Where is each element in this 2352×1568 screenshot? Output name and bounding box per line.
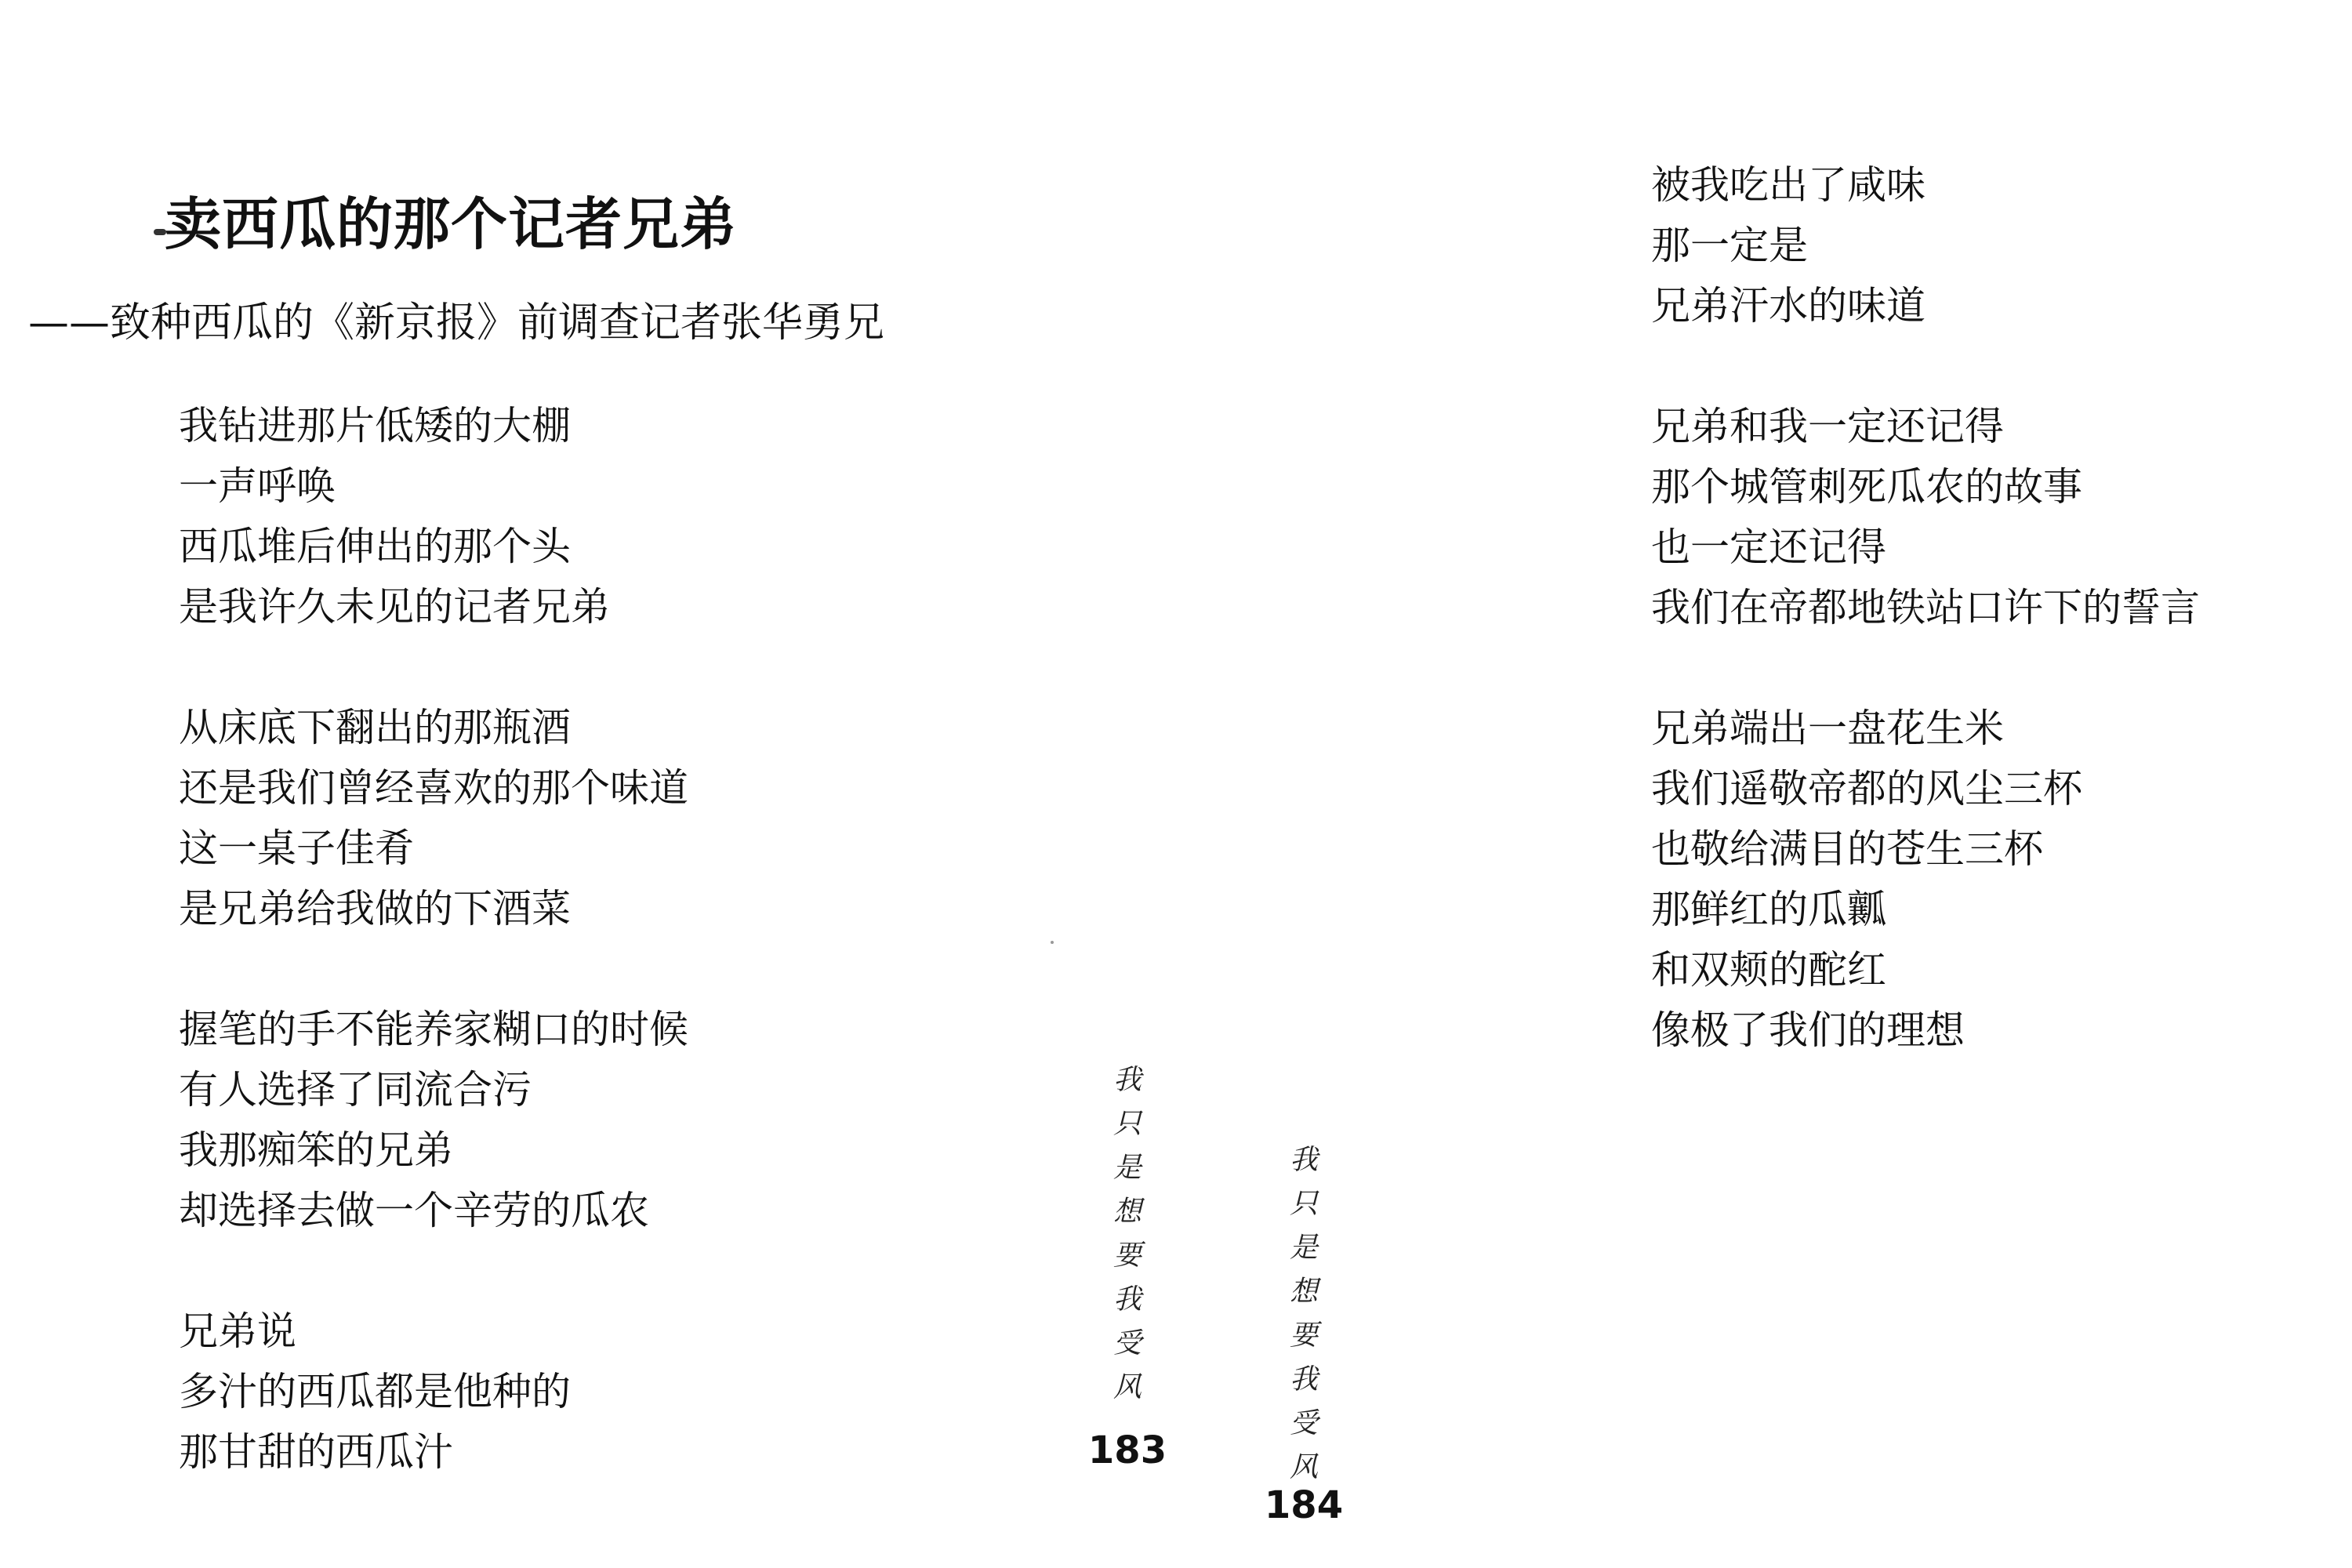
poem-line: 兄弟汗水的味道 — [1651, 283, 1926, 328]
poem-line: 是我许久未见的记者兄弟 — [179, 584, 610, 630]
poem-line: 一声呼唤 — [179, 463, 336, 509]
signature-glyph: 只 — [1289, 1188, 1318, 1220]
stanza-break — [179, 637, 688, 698]
poem-line: 我们在帝都地铁站口许下的誓言 — [1651, 585, 2200, 630]
poem-title: 卖西瓜的那个记者兄弟 — [165, 191, 738, 257]
poem-line: 也一定还记得 — [1651, 524, 1886, 570]
stanza-break — [1651, 336, 2200, 397]
signature-glyph: 我 — [1289, 1144, 1318, 1176]
signature-glyph: 想 — [1289, 1276, 1318, 1308]
handwritten-signature-right — [1280, 1138, 1327, 1490]
poem-line: 我钻进那片低矮的大棚 — [179, 403, 571, 448]
page-number-left: 183 — [1087, 1428, 1167, 1472]
scan-speck — [1051, 941, 1054, 944]
poem-line: 却选择去做一个辛劳的瓜农 — [179, 1188, 649, 1233]
poem-line: 那一定是 — [1651, 223, 1808, 268]
poem-subtitle: ——致种西瓜的《新京报》前调查记者张华勇兄 — [28, 299, 885, 347]
stanza-break — [179, 939, 688, 1000]
signature-glyph: 受 — [1112, 1327, 1142, 1359]
signature-glyph: 是 — [1289, 1232, 1318, 1264]
poem-line: 像极了我们的理想 — [1651, 1007, 1965, 1053]
signature-glyph: 是 — [1112, 1152, 1142, 1184]
signature-glyph: 受 — [1289, 1407, 1318, 1439]
poem-line: 那甘甜的西瓜汁 — [179, 1429, 453, 1475]
signature-glyph: 我 — [1112, 1064, 1142, 1096]
signature-glyph: 我 — [1112, 1283, 1142, 1316]
signature-glyph: 我 — [1289, 1363, 1318, 1396]
signature-glyph: 风 — [1112, 1371, 1142, 1403]
poem-line: 也敬给满目的苍生三杯 — [1651, 826, 2043, 872]
poem-line: 兄弟和我一定还记得 — [1651, 404, 2004, 449]
poem-line: 兄弟说 — [179, 1308, 296, 1354]
poem-line: 从床底下翻出的那瓶酒 — [179, 705, 571, 750]
poem-line: 这一桌子佳肴 — [179, 826, 414, 871]
page-number-right: 184 — [1264, 1483, 1344, 1527]
poem-line: 是兄弟给我做的下酒菜 — [179, 886, 571, 931]
poem-line: 我那痴笨的兄弟 — [179, 1127, 453, 1173]
signature-glyph: 想 — [1112, 1196, 1142, 1228]
poem-line: 那鲜红的瓜瓤 — [1651, 887, 1886, 932]
signature-glyph: 风 — [1289, 1451, 1318, 1483]
poem-line: 还是我们曾经喜欢的那个味道 — [179, 765, 688, 811]
poem-line: 我们遥敬帝都的风尘三杯 — [1651, 766, 2082, 811]
poem-line: 被我吃出了咸味 — [1651, 162, 1926, 208]
poem-line: 和双颊的酡红 — [1651, 947, 1886, 993]
poem-line: 握笔的手不能养家糊口的时候 — [179, 1007, 688, 1052]
poem-line: 兄弟端出一盘花生米 — [1651, 706, 2004, 751]
poem-line: 那个城管刺死瓜农的故事 — [1651, 464, 2082, 510]
stanza-break — [179, 1241, 688, 1301]
left-page-poem-column — [179, 396, 688, 1483]
signature-glyph: 要 — [1112, 1240, 1142, 1272]
handwritten-signature-left — [1104, 1058, 1151, 1410]
signature-glyph: 只 — [1112, 1108, 1142, 1140]
signature-glyph: 要 — [1289, 1319, 1318, 1352]
poem-line: 有人选择了同流合污 — [179, 1067, 532, 1112]
stanza-break — [1651, 638, 2200, 699]
poem-line: 多汁的西瓜都是他种的 — [179, 1369, 571, 1414]
right-page-poem-column — [1651, 155, 2200, 1061]
poem-line: 西瓜堆后伸出的那个头 — [179, 524, 571, 569]
